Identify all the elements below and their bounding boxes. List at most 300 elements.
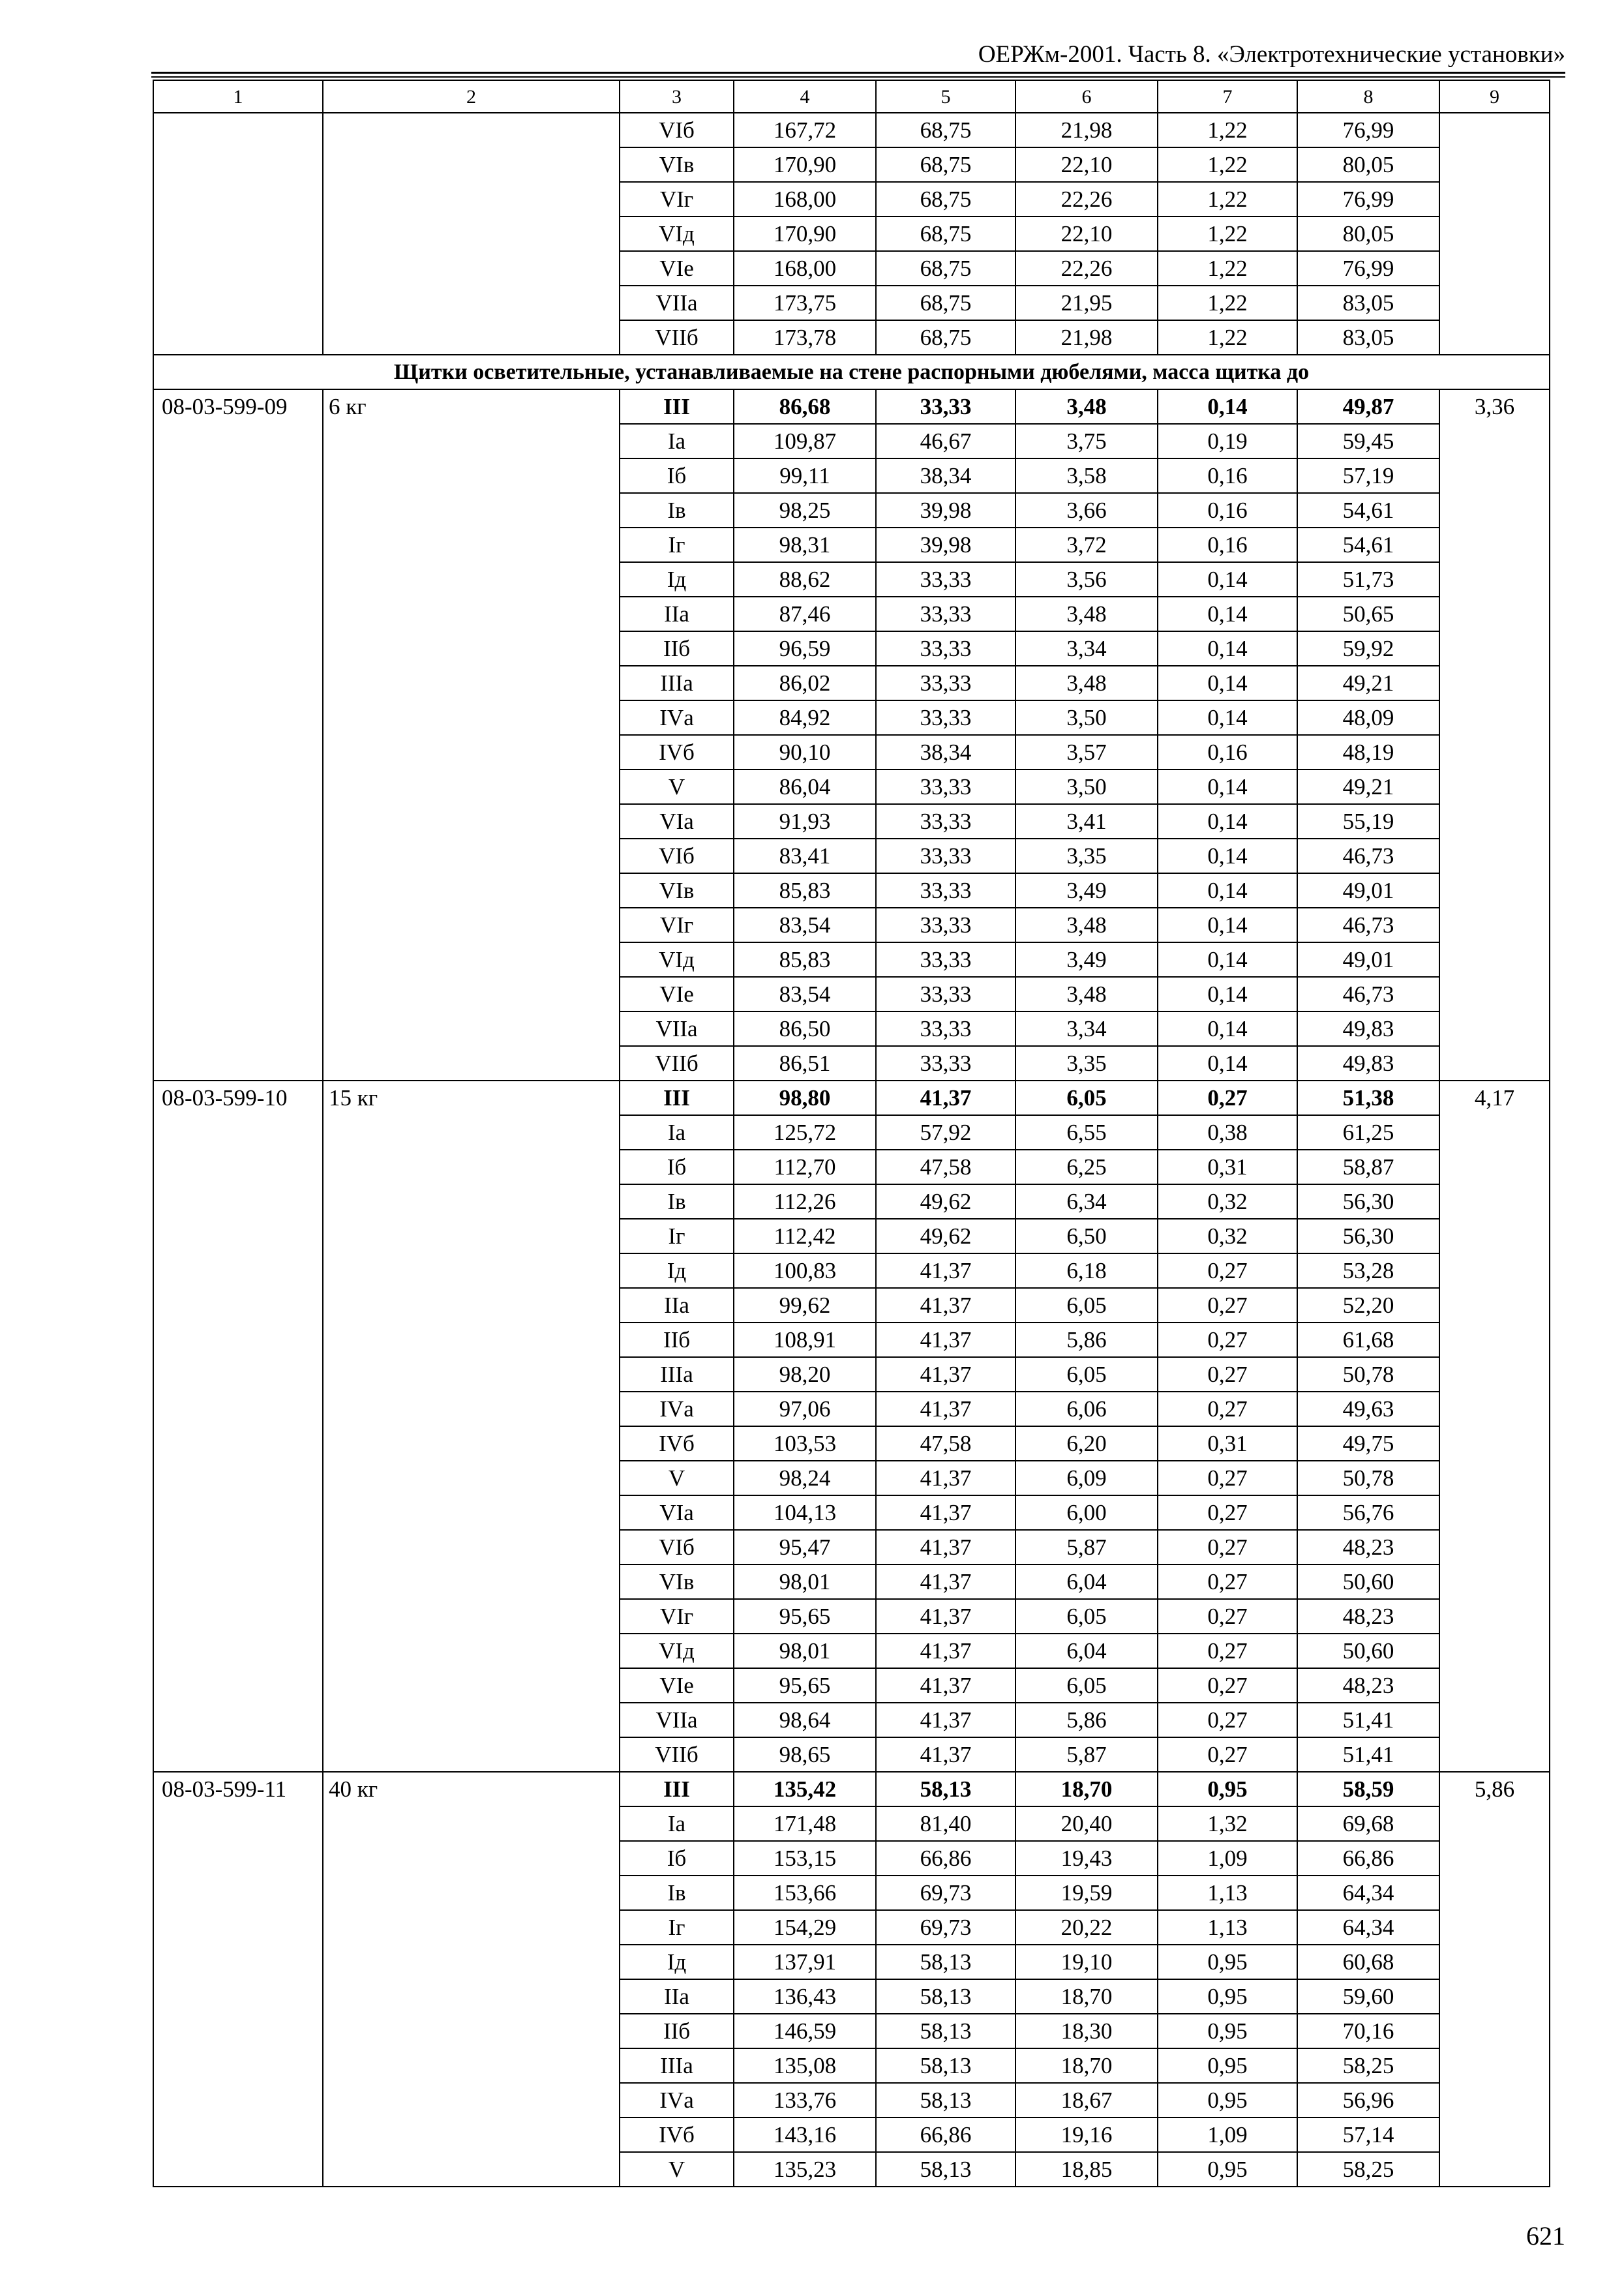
- zone-cell: IVб: [620, 1426, 734, 1461]
- value-cell: 41,37: [876, 1392, 1015, 1426]
- value-cell: 0,27: [1158, 1253, 1297, 1288]
- table-row: [153, 113, 1550, 147]
- value-cell: 61,25: [1297, 1115, 1439, 1150]
- value-cell: 41,37: [876, 1495, 1015, 1530]
- name-cell-empty: [323, 113, 620, 355]
- value-cell: 0,14: [1158, 1011, 1297, 1046]
- value-cell: 0,27: [1158, 1599, 1297, 1634]
- zone-cell: Iд: [620, 1945, 734, 1979]
- value-cell: 19,59: [1015, 1876, 1158, 1910]
- value-cell: 21,98: [1015, 320, 1158, 355]
- value-cell: 0,31: [1158, 1426, 1297, 1461]
- column-number-header: 4: [734, 80, 876, 113]
- code-cell: 08-03-599-10: [153, 1081, 323, 1772]
- value-cell: 41,37: [876, 1323, 1015, 1357]
- value-cell: 3,50: [1015, 770, 1158, 804]
- zone-cell: VIIб: [620, 320, 734, 355]
- value-cell: 49,83: [1297, 1011, 1439, 1046]
- zone-cell: Iг: [620, 1219, 734, 1253]
- value-cell: 48,23: [1297, 1668, 1439, 1703]
- value-cell: 38,34: [876, 458, 1015, 493]
- code-cell: 08-03-599-11: [153, 1772, 323, 2187]
- value-cell: 0,14: [1158, 908, 1297, 942]
- zone-cell: VIд: [620, 217, 734, 251]
- value-cell: 6,04: [1015, 1564, 1158, 1599]
- zone-cell: VIIб: [620, 1737, 734, 1772]
- value-cell: 66,86: [876, 1841, 1015, 1876]
- value-cell: 49,21: [1297, 666, 1439, 700]
- value-cell: 86,02: [734, 666, 876, 700]
- value-cell: 58,13: [876, 2048, 1015, 2083]
- zone-cell: VIд: [620, 942, 734, 977]
- value-cell: 135,08: [734, 2048, 876, 2083]
- value-cell: 51,41: [1297, 1737, 1439, 1772]
- value-cell: 46,73: [1297, 908, 1439, 942]
- value-cell: 18,67: [1015, 2083, 1158, 2117]
- value-cell: 0,95: [1158, 2014, 1297, 2048]
- value-cell: 143,16: [734, 2117, 876, 2152]
- value-cell: 0,27: [1158, 1564, 1297, 1599]
- value-cell: 18,70: [1015, 1772, 1158, 1806]
- column-number-header: 6: [1015, 80, 1158, 113]
- value-cell: 98,65: [734, 1737, 876, 1772]
- value-cell: 33,33: [876, 597, 1015, 631]
- table-row: [153, 1772, 1550, 1806]
- value-cell: 0,14: [1158, 631, 1297, 666]
- col9-cell: 3,36: [1439, 389, 1550, 1081]
- value-cell: 50,60: [1297, 1634, 1439, 1668]
- value-cell: 103,53: [734, 1426, 876, 1461]
- value-cell: 83,41: [734, 839, 876, 873]
- value-cell: 49,21: [1297, 770, 1439, 804]
- value-cell: 133,76: [734, 2083, 876, 2117]
- value-cell: 3,34: [1015, 631, 1158, 666]
- value-cell: 112,26: [734, 1184, 876, 1219]
- value-cell: 173,78: [734, 320, 876, 355]
- value-cell: 0,16: [1158, 493, 1297, 528]
- zone-cell: VIIа: [620, 286, 734, 320]
- value-cell: 41,37: [876, 1357, 1015, 1392]
- value-cell: 22,26: [1015, 251, 1158, 286]
- code-cell: 08-03-599-09: [153, 389, 323, 1081]
- value-cell: 0,27: [1158, 1392, 1297, 1426]
- value-cell: 0,14: [1158, 839, 1297, 873]
- value-cell: 19,10: [1015, 1945, 1158, 1979]
- value-cell: 86,50: [734, 1011, 876, 1046]
- value-cell: 100,83: [734, 1253, 876, 1288]
- value-cell: 0,14: [1158, 562, 1297, 597]
- zone-cell: VIб: [620, 839, 734, 873]
- value-cell: 59,45: [1297, 424, 1439, 458]
- value-cell: 46,73: [1297, 977, 1439, 1011]
- value-cell: 33,33: [876, 839, 1015, 873]
- col9-cell: 4,17: [1439, 1081, 1550, 1772]
- value-cell: 33,33: [876, 942, 1015, 977]
- value-cell: 20,40: [1015, 1806, 1158, 1841]
- value-cell: 49,62: [876, 1184, 1015, 1219]
- value-cell: 59,60: [1297, 1979, 1439, 2014]
- value-cell: 41,37: [876, 1288, 1015, 1323]
- value-cell: 87,46: [734, 597, 876, 631]
- zone-cell: V: [620, 1461, 734, 1495]
- value-cell: 98,31: [734, 528, 876, 562]
- value-cell: 56,30: [1297, 1219, 1439, 1253]
- zone-cell: VIг: [620, 1599, 734, 1634]
- value-cell: 41,37: [876, 1634, 1015, 1668]
- value-cell: 39,98: [876, 493, 1015, 528]
- value-cell: 50,78: [1297, 1357, 1439, 1392]
- value-cell: 1,09: [1158, 1841, 1297, 1876]
- value-cell: 18,85: [1015, 2152, 1158, 2187]
- value-cell: 3,58: [1015, 458, 1158, 493]
- value-cell: 173,75: [734, 286, 876, 320]
- value-cell: 3,48: [1015, 977, 1158, 1011]
- value-cell: 58,13: [876, 1979, 1015, 2014]
- value-cell: 153,15: [734, 1841, 876, 1876]
- value-cell: 68,75: [876, 147, 1015, 182]
- zone-cell: VIб: [620, 1530, 734, 1564]
- zone-cell: VIд: [620, 1634, 734, 1668]
- value-cell: 0,95: [1158, 2083, 1297, 2117]
- value-cell: 18,30: [1015, 2014, 1158, 2048]
- column-number-header: 8: [1297, 80, 1439, 113]
- value-cell: 112,42: [734, 1219, 876, 1253]
- zone-cell: Iа: [620, 424, 734, 458]
- value-cell: 168,00: [734, 182, 876, 217]
- value-cell: 55,19: [1297, 804, 1439, 839]
- value-cell: 83,05: [1297, 320, 1439, 355]
- value-cell: 1,22: [1158, 182, 1297, 217]
- value-cell: 0,14: [1158, 1046, 1297, 1081]
- zone-cell: IIб: [620, 1323, 734, 1357]
- value-cell: 1,22: [1158, 217, 1297, 251]
- value-cell: 0,16: [1158, 528, 1297, 562]
- value-cell: 46,67: [876, 424, 1015, 458]
- value-cell: 47,58: [876, 1426, 1015, 1461]
- zone-cell: Iд: [620, 1253, 734, 1288]
- value-cell: 47,58: [876, 1150, 1015, 1184]
- value-cell: 5,86: [1015, 1703, 1158, 1737]
- value-cell: 20,22: [1015, 1910, 1158, 1945]
- value-cell: 57,19: [1297, 458, 1439, 493]
- value-cell: 18,70: [1015, 1979, 1158, 2014]
- value-cell: 3,57: [1015, 735, 1158, 770]
- value-cell: 33,33: [876, 873, 1015, 908]
- value-cell: 6,25: [1015, 1150, 1158, 1184]
- value-cell: 48,09: [1297, 700, 1439, 735]
- value-cell: 6,09: [1015, 1461, 1158, 1495]
- value-cell: 49,62: [876, 1219, 1015, 1253]
- value-cell: 6,06: [1015, 1392, 1158, 1426]
- code-cell-empty: [153, 113, 323, 355]
- header-rule-secondary: [151, 76, 1565, 78]
- value-cell: 6,00: [1015, 1495, 1158, 1530]
- value-cell: 168,00: [734, 251, 876, 286]
- value-cell: 0,14: [1158, 597, 1297, 631]
- value-cell: 0,27: [1158, 1634, 1297, 1668]
- zone-cell: VIв: [620, 873, 734, 908]
- zone-cell: Iб: [620, 458, 734, 493]
- zone-cell: V: [620, 770, 734, 804]
- column-number-row: [153, 80, 1550, 113]
- value-cell: 0,27: [1158, 1323, 1297, 1357]
- value-cell: 0,14: [1158, 873, 1297, 908]
- value-cell: 6,05: [1015, 1668, 1158, 1703]
- value-cell: 1,22: [1158, 113, 1297, 147]
- value-cell: 95,47: [734, 1530, 876, 1564]
- zone-cell: VIа: [620, 1495, 734, 1530]
- zone-cell: IIб: [620, 631, 734, 666]
- value-cell: 85,83: [734, 873, 876, 908]
- value-cell: 56,96: [1297, 2083, 1439, 2117]
- value-cell: 97,06: [734, 1392, 876, 1426]
- value-cell: 1,22: [1158, 147, 1297, 182]
- value-cell: 109,87: [734, 424, 876, 458]
- value-cell: 171,48: [734, 1806, 876, 1841]
- section-title: Щитки осветительные, устанавливаемые на стене распорными дюбелями, масса щитка до: [153, 355, 1550, 389]
- value-cell: 48,23: [1297, 1530, 1439, 1564]
- value-cell: 49,87: [1297, 389, 1439, 424]
- value-cell: 0,38: [1158, 1115, 1297, 1150]
- value-cell: 91,93: [734, 804, 876, 839]
- value-cell: 104,13: [734, 1495, 876, 1530]
- value-cell: 108,91: [734, 1323, 876, 1357]
- value-cell: 0,14: [1158, 700, 1297, 735]
- value-cell: 90,10: [734, 735, 876, 770]
- value-cell: 0,32: [1158, 1219, 1297, 1253]
- value-cell: 1,22: [1158, 251, 1297, 286]
- value-cell: 18,70: [1015, 2048, 1158, 2083]
- value-cell: 6,20: [1015, 1426, 1158, 1461]
- value-cell: 33,33: [876, 1046, 1015, 1081]
- value-cell: 48,23: [1297, 1599, 1439, 1634]
- value-cell: 0,95: [1158, 1979, 1297, 2014]
- value-cell: 3,48: [1015, 389, 1158, 424]
- name-cell: 6 кг: [323, 389, 620, 1081]
- zone-cell: IIа: [620, 597, 734, 631]
- zone-cell: VIг: [620, 182, 734, 217]
- zone-cell: Iб: [620, 1841, 734, 1876]
- value-cell: 33,33: [876, 562, 1015, 597]
- zone-cell: IVа: [620, 1392, 734, 1426]
- value-cell: 0,27: [1158, 1703, 1297, 1737]
- value-cell: 81,40: [876, 1806, 1015, 1841]
- price-table: [153, 80, 1550, 2187]
- value-cell: 98,64: [734, 1703, 876, 1737]
- value-cell: 58,59: [1297, 1772, 1439, 1806]
- value-cell: 60,68: [1297, 1945, 1439, 1979]
- value-cell: 58,13: [876, 1772, 1015, 1806]
- value-cell: 69,68: [1297, 1806, 1439, 1841]
- value-cell: 95,65: [734, 1668, 876, 1703]
- value-cell: 3,75: [1015, 424, 1158, 458]
- value-cell: 1,22: [1158, 320, 1297, 355]
- value-cell: 57,14: [1297, 2117, 1439, 2152]
- value-cell: 66,86: [876, 2117, 1015, 2152]
- value-cell: 49,63: [1297, 1392, 1439, 1426]
- value-cell: 80,05: [1297, 147, 1439, 182]
- value-cell: 0,14: [1158, 804, 1297, 839]
- value-cell: 0,27: [1158, 1737, 1297, 1772]
- value-cell: 22,10: [1015, 147, 1158, 182]
- column-number-header: 5: [876, 80, 1015, 113]
- value-cell: 68,75: [876, 251, 1015, 286]
- value-cell: 0,27: [1158, 1668, 1297, 1703]
- column-number-header: 7: [1158, 80, 1297, 113]
- value-cell: 6,18: [1015, 1253, 1158, 1288]
- value-cell: 86,51: [734, 1046, 876, 1081]
- value-cell: 41,37: [876, 1530, 1015, 1564]
- value-cell: 0,14: [1158, 977, 1297, 1011]
- value-cell: 5,86: [1015, 1323, 1158, 1357]
- value-cell: 33,33: [876, 1011, 1015, 1046]
- value-cell: 3,48: [1015, 597, 1158, 631]
- zone-cell: III: [620, 1772, 734, 1806]
- value-cell: 83,05: [1297, 286, 1439, 320]
- value-cell: 3,49: [1015, 942, 1158, 977]
- value-cell: 98,01: [734, 1634, 876, 1668]
- value-cell: 49,01: [1297, 873, 1439, 908]
- column-number-header: 2: [323, 80, 620, 113]
- value-cell: 22,10: [1015, 217, 1158, 251]
- value-cell: 3,49: [1015, 873, 1158, 908]
- value-cell: 22,26: [1015, 182, 1158, 217]
- zone-cell: VIе: [620, 251, 734, 286]
- value-cell: 58,13: [876, 2152, 1015, 2187]
- value-cell: 41,37: [876, 1599, 1015, 1634]
- page-number: 621: [1526, 2221, 1565, 2251]
- value-cell: 66,86: [1297, 1841, 1439, 1876]
- zone-cell: IIIа: [620, 2048, 734, 2083]
- zone-cell: IIIа: [620, 1357, 734, 1392]
- zone-cell: VIг: [620, 908, 734, 942]
- value-cell: 0,16: [1158, 735, 1297, 770]
- value-cell: 0,14: [1158, 389, 1297, 424]
- value-cell: 84,92: [734, 700, 876, 735]
- value-cell: 0,27: [1158, 1461, 1297, 1495]
- value-cell: 6,34: [1015, 1184, 1158, 1219]
- value-cell: 58,13: [876, 1945, 1015, 1979]
- value-cell: 58,25: [1297, 2048, 1439, 2083]
- value-cell: 69,73: [876, 1876, 1015, 1910]
- value-cell: 6,05: [1015, 1288, 1158, 1323]
- value-cell: 98,25: [734, 493, 876, 528]
- value-cell: 64,34: [1297, 1876, 1439, 1910]
- value-cell: 6,55: [1015, 1115, 1158, 1150]
- value-cell: 33,33: [876, 700, 1015, 735]
- value-cell: 99,62: [734, 1288, 876, 1323]
- value-cell: 1,13: [1158, 1910, 1297, 1945]
- value-cell: 99,11: [734, 458, 876, 493]
- value-cell: 68,75: [876, 286, 1015, 320]
- zone-cell: VIа: [620, 804, 734, 839]
- value-cell: 5,87: [1015, 1530, 1158, 1564]
- value-cell: 33,33: [876, 666, 1015, 700]
- value-cell: 86,04: [734, 770, 876, 804]
- value-cell: 0,95: [1158, 1772, 1297, 1806]
- value-cell: 137,91: [734, 1945, 876, 1979]
- zone-cell: IVб: [620, 735, 734, 770]
- zone-cell: IIб: [620, 2014, 734, 2048]
- value-cell: 112,70: [734, 1150, 876, 1184]
- value-cell: 3,48: [1015, 666, 1158, 700]
- value-cell: 0,14: [1158, 770, 1297, 804]
- value-cell: 41,37: [876, 1461, 1015, 1495]
- zone-cell: III: [620, 1081, 734, 1115]
- value-cell: 58,25: [1297, 2152, 1439, 2187]
- header-rule: [151, 72, 1565, 74]
- zone-cell: Iв: [620, 1876, 734, 1910]
- value-cell: 0,27: [1158, 1288, 1297, 1323]
- col9-cell-empty: [1439, 113, 1550, 355]
- table-row: [153, 1081, 1550, 1115]
- value-cell: 19,43: [1015, 1841, 1158, 1876]
- column-number-header: 3: [620, 80, 734, 113]
- value-cell: 49,01: [1297, 942, 1439, 977]
- value-cell: 19,16: [1015, 2117, 1158, 2152]
- col9-cell: 5,86: [1439, 1772, 1550, 2187]
- value-cell: 0,27: [1158, 1081, 1297, 1115]
- value-cell: 33,33: [876, 977, 1015, 1011]
- value-cell: 0,31: [1158, 1150, 1297, 1184]
- value-cell: 1,09: [1158, 2117, 1297, 2152]
- value-cell: 86,68: [734, 389, 876, 424]
- value-cell: 58,13: [876, 2014, 1015, 2048]
- value-cell: 0,32: [1158, 1184, 1297, 1219]
- value-cell: 33,33: [876, 804, 1015, 839]
- value-cell: 21,95: [1015, 286, 1158, 320]
- zone-cell: VIIа: [620, 1703, 734, 1737]
- value-cell: 68,75: [876, 320, 1015, 355]
- zone-cell: VIIб: [620, 1046, 734, 1081]
- value-cell: 21,98: [1015, 113, 1158, 147]
- page-header-title: ОЕРЖм-2001. Часть 8. «Электротехнические установки»: [978, 41, 1565, 68]
- value-cell: 3,34: [1015, 1011, 1158, 1046]
- zone-cell: Iб: [620, 1150, 734, 1184]
- value-cell: 0,14: [1158, 942, 1297, 977]
- zone-cell: VIб: [620, 113, 734, 147]
- value-cell: 3,50: [1015, 700, 1158, 735]
- value-cell: 57,92: [876, 1115, 1015, 1150]
- value-cell: 51,73: [1297, 562, 1439, 597]
- section-title-row: [153, 355, 1550, 389]
- value-cell: 3,41: [1015, 804, 1158, 839]
- value-cell: 6,05: [1015, 1357, 1158, 1392]
- zone-cell: Iв: [620, 493, 734, 528]
- value-cell: 50,60: [1297, 1564, 1439, 1599]
- value-cell: 1,32: [1158, 1806, 1297, 1841]
- zone-cell: Iа: [620, 1115, 734, 1150]
- zone-cell: IIа: [620, 1288, 734, 1323]
- value-cell: 68,75: [876, 113, 1015, 147]
- value-cell: 3,66: [1015, 493, 1158, 528]
- zone-cell: IVб: [620, 2117, 734, 2152]
- value-cell: 54,61: [1297, 493, 1439, 528]
- value-cell: 80,05: [1297, 217, 1439, 251]
- value-cell: 69,73: [876, 1910, 1015, 1945]
- value-cell: 98,01: [734, 1564, 876, 1599]
- value-cell: 49,75: [1297, 1426, 1439, 1461]
- zone-cell: VIIа: [620, 1011, 734, 1046]
- value-cell: 98,80: [734, 1081, 876, 1115]
- value-cell: 64,34: [1297, 1910, 1439, 1945]
- value-cell: 41,37: [876, 1253, 1015, 1288]
- value-cell: 5,87: [1015, 1737, 1158, 1772]
- zone-cell: Iд: [620, 562, 734, 597]
- value-cell: 33,33: [876, 908, 1015, 942]
- value-cell: 0,95: [1158, 1945, 1297, 1979]
- value-cell: 0,14: [1158, 666, 1297, 700]
